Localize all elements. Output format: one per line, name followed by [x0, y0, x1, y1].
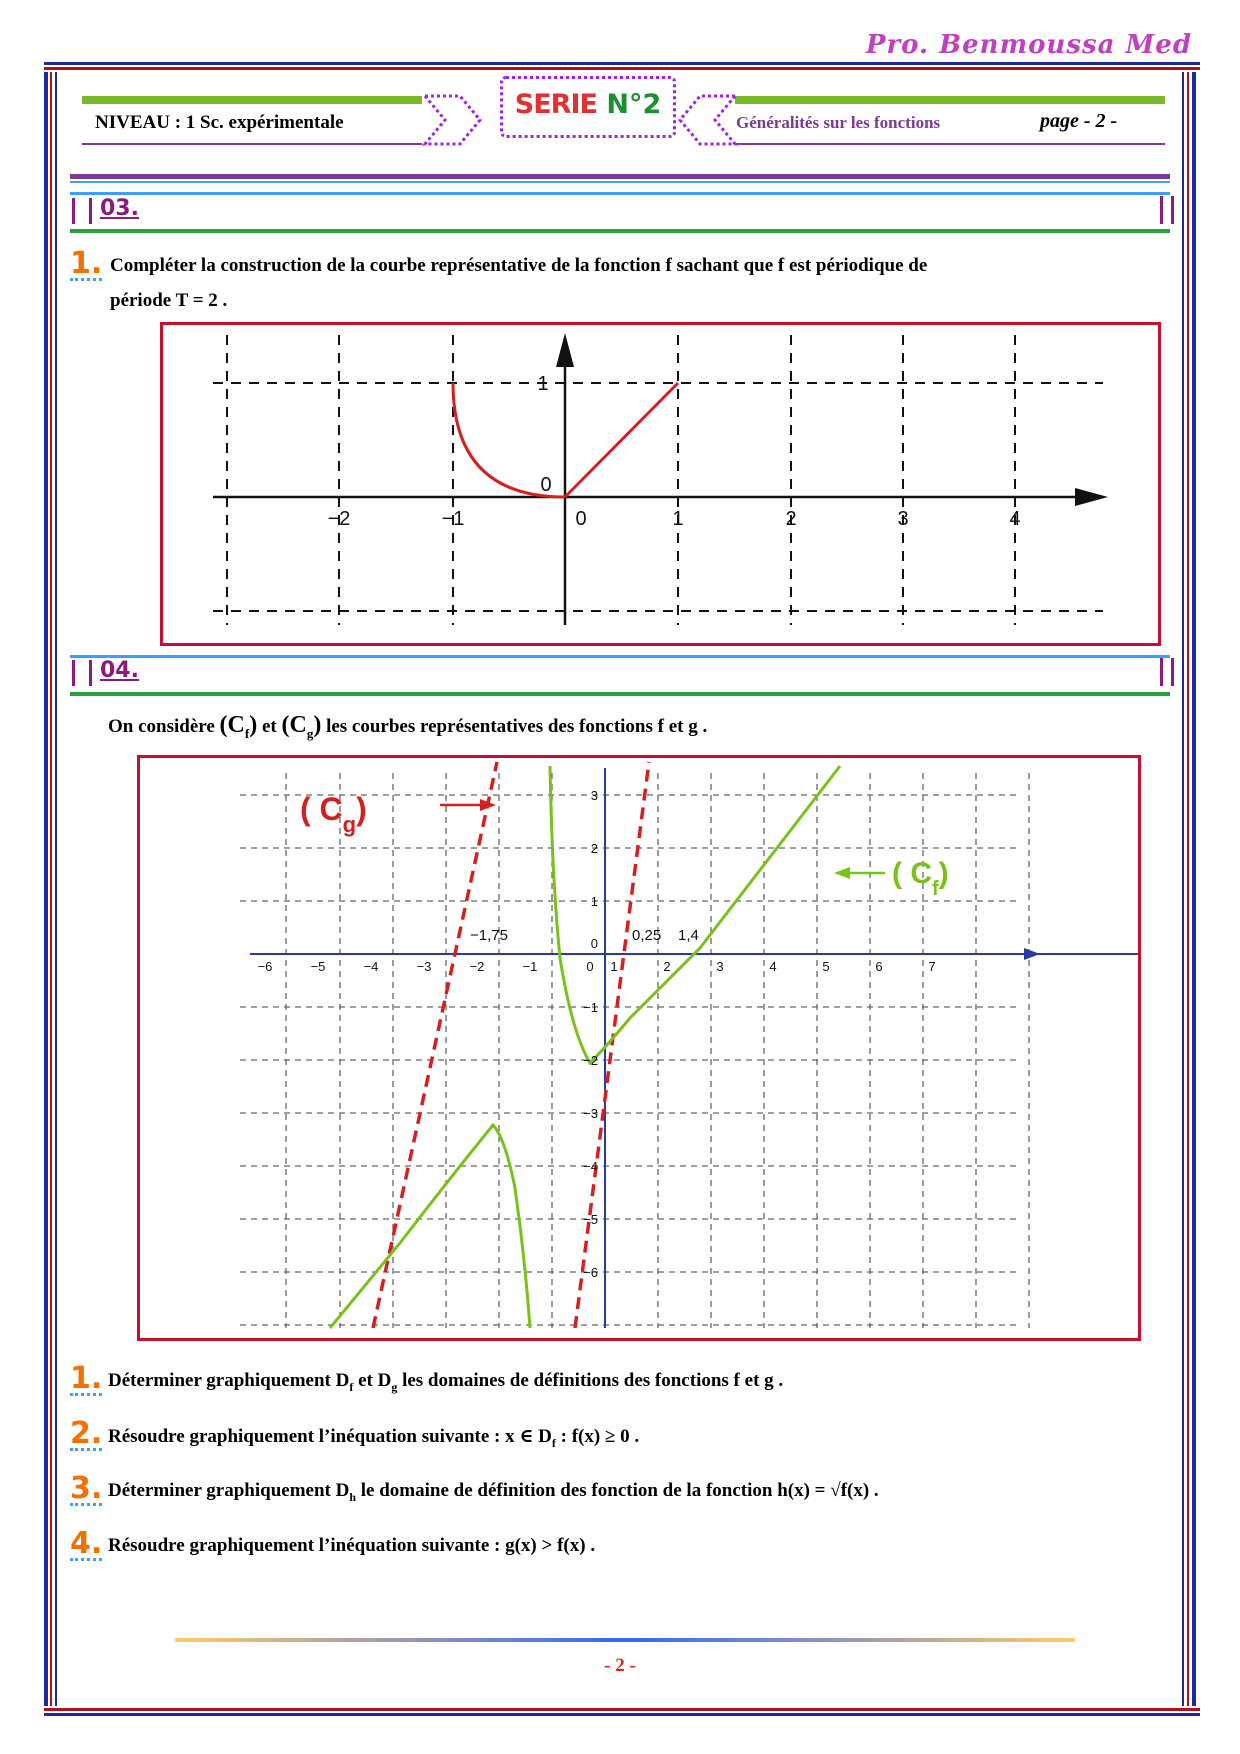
ex04-q2-number: 2.: [70, 1416, 103, 1451]
serie-badge: [500, 76, 676, 138]
cg-label-main: ( C: [300, 791, 343, 827]
graph2-ytick: −1: [583, 1000, 598, 1015]
ex04-q4-number: 4.: [70, 1526, 103, 1561]
graph2-cf-arrowhead: [834, 867, 850, 879]
niveau-label: NIVEAU : 1 Sc. expérimentale: [95, 112, 344, 133]
graph2-cf-right: [550, 766, 840, 1063]
ex03-heading: 03.: [100, 196, 139, 221]
graph2-xtick: 5: [822, 959, 830, 974]
right-border-2: [1182, 72, 1184, 1706]
header-green-right: [735, 96, 1165, 104]
page-number: - 2 -: [1083, 110, 1118, 132]
left-border-2: [55, 72, 57, 1706]
graph1-ytick: 1: [537, 373, 549, 395]
graph1-xtick: −2: [327, 508, 351, 530]
ex04-marker: [72, 660, 92, 686]
graph2-ytick: 1: [590, 894, 598, 909]
ex04-intro-b: les courbes représentatives des fonctions f et g .: [326, 716, 708, 737]
cf-label-close: ): [938, 857, 949, 890]
q2-part-a: Résoudre graphiquement l’inéquation suivante : x ∈ D: [108, 1426, 552, 1447]
cf-sub: f: [244, 725, 250, 741]
cf-label: (C: [219, 712, 245, 738]
graph2-xtick: 6: [875, 959, 883, 974]
graph2-xtick: 4: [769, 959, 777, 974]
graph2-xtick: −5: [310, 959, 326, 974]
top-border-red: [44, 67, 1200, 70]
graph2-xtick: 3: [716, 959, 724, 974]
graph2-ytick: 0: [590, 936, 598, 951]
theme-label: Généralités sur les fonctions: [736, 113, 941, 132]
cg-label-sub: g: [342, 812, 357, 837]
header-purple-right: [735, 143, 1165, 145]
graph1-xtick: 2: [785, 508, 797, 530]
ex04-et: et: [261, 716, 277, 737]
footer-line: [175, 1638, 1075, 1642]
graph1-grid: [213, 335, 1103, 625]
ex04-intro-a: On considère: [108, 716, 215, 737]
graph2-annot: 1,4: [678, 927, 699, 944]
header-purple-left: [82, 143, 422, 145]
graph2-ytick: −3: [583, 1106, 598, 1121]
graph2-ytick: 2: [590, 841, 598, 856]
ex04-marker-r: [1160, 658, 1174, 686]
graph2-frame: [137, 755, 1141, 1341]
graph2-xtick: −1: [522, 959, 538, 974]
bottom-border-red: [44, 1708, 1200, 1711]
right-border-red: [1187, 72, 1189, 1706]
q2-part-b: : f(x) ≥ 0 .: [555, 1426, 640, 1447]
graph1-xtick: 1: [672, 508, 684, 530]
graph2-cg-right: [575, 762, 649, 1328]
serie-number: N°2: [606, 89, 662, 120]
graph1-y-arrow: [556, 333, 574, 367]
author-name: Pro. Benmoussa Med: [865, 30, 1192, 60]
graph2-ytick: −4: [583, 1159, 598, 1174]
left-border-red: [50, 72, 52, 1706]
ex03-marker: [72, 198, 92, 224]
q2-sub-f: f: [551, 1435, 556, 1450]
q1-sub-f: f: [349, 1379, 354, 1394]
ex04-q2-text: [108, 1425, 639, 1451]
graph1-frame: [160, 322, 1161, 646]
graph2-annot: −1,75: [470, 927, 508, 944]
q1-part-c: les domaines de définitions des fonctions f et g .: [397, 1370, 784, 1391]
cf-label-main: ( C: [892, 857, 932, 890]
graph2-annot: 0,25: [632, 927, 662, 944]
page-word: page: [1040, 110, 1079, 132]
graph2-xtick: 7: [928, 959, 936, 974]
top-border: [44, 62, 1200, 65]
ex03-bar-top: [70, 192, 1170, 195]
graph1-xtick: 0: [575, 508, 587, 530]
q3-part-a: Déterminer graphiquement D: [108, 1480, 350, 1501]
left-border: [44, 72, 48, 1706]
graph1-x-arrow: [1075, 488, 1108, 506]
sep-purple: [70, 174, 1170, 179]
sep-blue: [70, 181, 1170, 183]
ex04-cf: $(C_f)$: [219, 712, 258, 741]
ex04-heading: 04.: [100, 658, 139, 683]
ex03-q1-line1: Compléter la construction de la courbe représentative de la fonction f sachant que f est périodique de: [110, 255, 928, 276]
graph2-ytick: −6: [583, 1265, 598, 1280]
q3-sub-h: h: [349, 1489, 357, 1504]
graph2-ytick: −5: [583, 1212, 598, 1227]
graph2-cf-left: [330, 1125, 530, 1328]
ex04-q4-text: Résoudre graphiquement l’inéquation suivante : g(x) > f(x) .: [108, 1535, 596, 1556]
footer-page-number: - 2 -: [604, 1655, 636, 1676]
graph2-xtick: 2: [663, 959, 671, 974]
ex04-intro: [108, 712, 707, 742]
serie-text: SERIE: [514, 89, 597, 120]
graph2-xtick: 0: [586, 959, 594, 974]
q1-part-b: et D: [353, 1370, 392, 1391]
graph2-xtick: −3: [416, 959, 432, 974]
q1-part-a: Déterminer graphiquement D: [108, 1370, 350, 1391]
cf-label-sub: f: [932, 878, 939, 900]
ex03-q1-line2: période T = 2 .: [110, 290, 228, 311]
ex04-q3-number: 3.: [70, 1471, 103, 1506]
graph2-cg-left: [373, 762, 497, 1328]
ex04-q1-text: [108, 1370, 783, 1395]
graph2-xtick: −4: [363, 959, 379, 974]
bottom-border: [44, 1713, 1200, 1716]
cg-label-close: ): [356, 791, 367, 827]
graph2-xtick: 1: [610, 959, 618, 974]
graph2-ytick: −2: [583, 1053, 598, 1068]
ex04-cg: $(C_g)$: [281, 712, 322, 741]
q1-sub-g: g: [391, 1379, 398, 1394]
ex04-q3-text: [108, 1480, 879, 1505]
ex04-q1-number: 1.: [70, 1361, 103, 1396]
graph2-label-cg: [300, 791, 367, 837]
graph1-xtick: 4: [1009, 508, 1021, 530]
graph1-curve-segment: [565, 383, 678, 497]
right-border: [1192, 72, 1196, 1706]
graph2-x-arrow: [1024, 948, 1040, 960]
ex03-bar-bottom: [70, 229, 1170, 233]
graph2-xtick: −6: [257, 959, 273, 974]
graph2-xtick: −2: [469, 959, 485, 974]
graph1-svg: [163, 325, 1158, 643]
cg-label: (C: [281, 712, 307, 738]
graph1-xtick: 3: [897, 508, 909, 530]
graph2-label-cf: [892, 857, 949, 900]
page-label: [1040, 110, 1117, 133]
graph1-origin: 0: [540, 474, 552, 496]
q3-part-b: le domaine de définition des fonction de la fonction h(x) = √f(x) .: [356, 1480, 879, 1501]
graph2-svg: [140, 758, 1138, 1338]
graph2-ytick: 3: [590, 788, 598, 803]
ex03-marker-r: [1160, 196, 1174, 224]
cg-sub: g: [306, 725, 314, 741]
ex04-bar-bottom: [70, 692, 1170, 696]
ex03-q1-number: 1.: [70, 246, 103, 281]
graph1-xtick: −1: [441, 508, 465, 530]
ex04-bar-top: [70, 655, 1170, 658]
header-green-left: [82, 96, 422, 104]
